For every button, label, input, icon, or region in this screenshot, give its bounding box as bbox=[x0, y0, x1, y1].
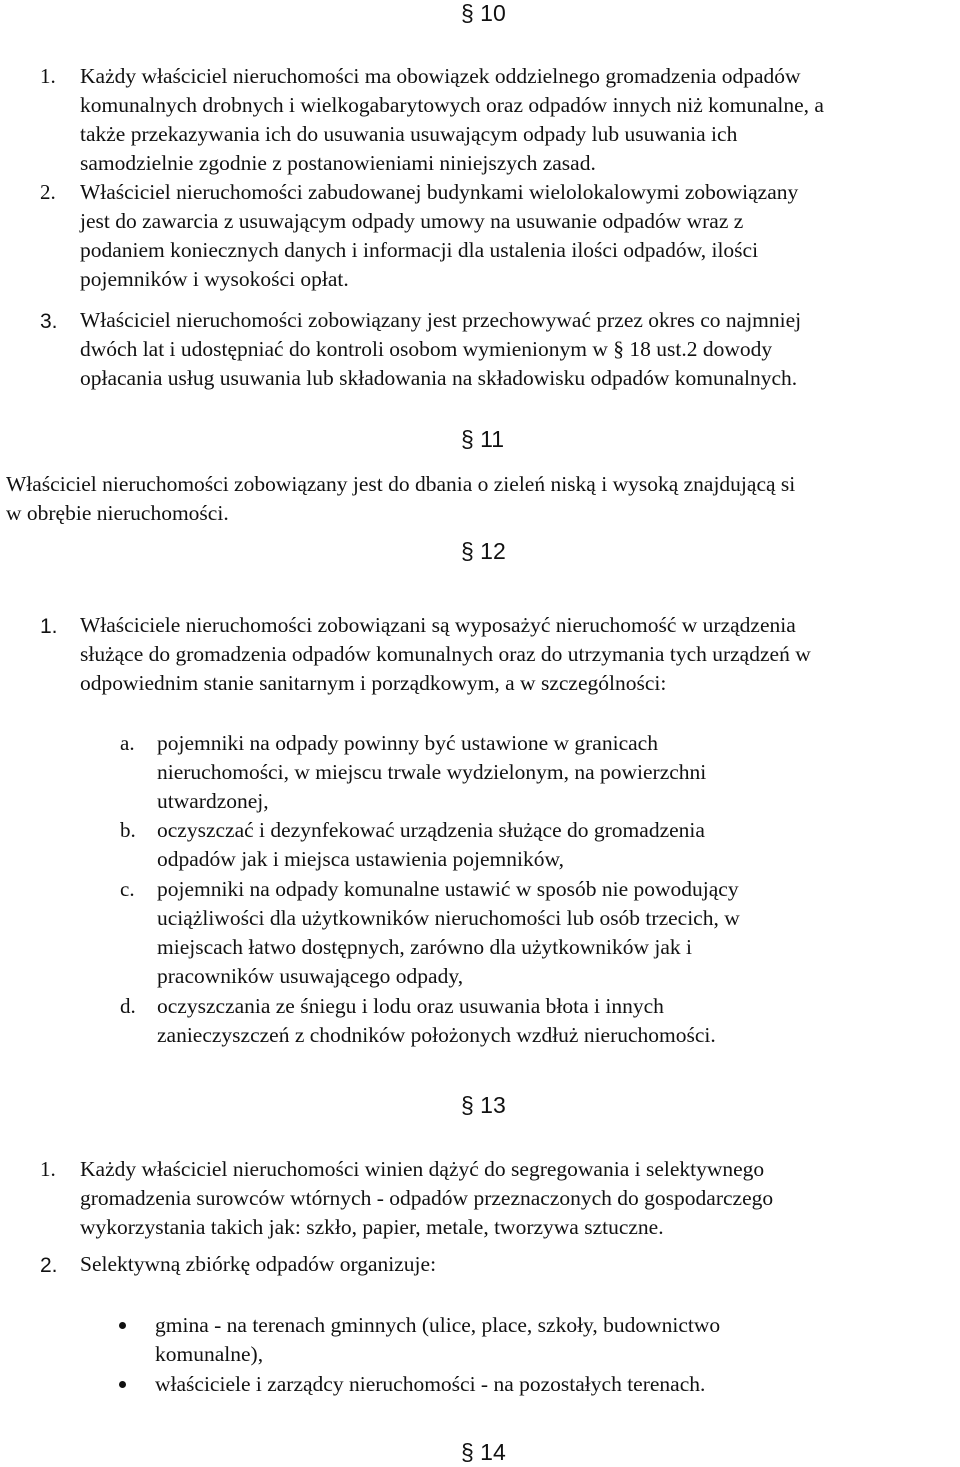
paragraph-13-1 bbox=[80, 1155, 773, 1242]
paragraph-12-1 bbox=[80, 611, 811, 698]
text-line: właściciele i zarządcy nieruchomości - na pozostałych terenach. bbox=[155, 1372, 706, 1396]
list-number: 3. bbox=[40, 310, 58, 333]
text-line: Właściciel nieruchomości zobowiązany jest przechowywać przez okres co najmniej bbox=[80, 308, 802, 332]
list-item-a bbox=[157, 729, 706, 816]
text-line: służące do gromadzenia odpadów komunalnych oraz do utrzymania tych urządzeń w bbox=[80, 642, 811, 666]
text-line: podaniem koniecznych danych i informacji dla ustalenia ilości odpadów, ilości bbox=[80, 238, 759, 262]
text-line: Każdy właściciel nieruchomości winien dążyć do segregowania i selektywnego bbox=[80, 1157, 765, 1181]
list-letter: c. bbox=[120, 877, 135, 901]
text-line: pojemników i wysokości opłat. bbox=[80, 267, 349, 291]
text-line: pojemniki na odpady powinny być ustawione w granicach bbox=[157, 731, 658, 755]
list-number: 1. bbox=[40, 1157, 56, 1181]
text-line: jest do zawarcia z usuwającym odpady umowy na usuwanie odpadów wraz z bbox=[80, 209, 744, 233]
paragraph-10-2 bbox=[80, 178, 798, 294]
paragraph-11 bbox=[6, 470, 795, 528]
text-line: Właściciel nieruchomości zobowiązany jest do dbania o zieleń niską i wysoką znajdującą si bbox=[6, 472, 796, 496]
text-line: nieruchomości, w miejscu trwale wydzielonym, na powierzchni bbox=[157, 760, 707, 784]
text-line: utwardzonej, bbox=[157, 789, 269, 813]
text-line: Właściciel nieruchomości zabudowanej budynkami wielolokalowymi zobowiązany bbox=[80, 180, 799, 204]
paragraph-10-3 bbox=[80, 306, 801, 393]
text-line: miejscach łatwo dostępnych, zarówno dla użytkowników jak i bbox=[157, 935, 692, 959]
text-line: w obrębie nieruchomości. bbox=[6, 501, 229, 525]
list-number: 1. bbox=[40, 64, 56, 88]
bullet-icon bbox=[119, 1381, 126, 1388]
list-letter: a. bbox=[120, 731, 135, 755]
section-heading-14: § 14 bbox=[461, 1439, 506, 1465]
list-number: 2. bbox=[40, 1254, 58, 1277]
text-line: Selektywną zbiórkę odpadów organizuje: bbox=[80, 1252, 437, 1276]
text-line: komunalne), bbox=[155, 1342, 264, 1366]
section-heading-12: § 12 bbox=[461, 538, 506, 564]
list-item-c bbox=[157, 875, 740, 991]
text-line: wykorzystania takich jak: szkło, papier, metale, tworzywa sztuczne. bbox=[80, 1215, 664, 1239]
text-line: komunalnych drobnych i wielkogabarytowych oraz odpadów innych niż komunalne, a bbox=[80, 93, 824, 117]
bullet-icon bbox=[119, 1322, 126, 1329]
text-line: pracowników usuwającego odpady, bbox=[157, 964, 464, 988]
section-heading-11: § 11 bbox=[461, 426, 505, 452]
text-line: Właściciele nieruchomości zobowiązani są wyposażyć nieruchomość w urządzenia bbox=[80, 613, 796, 637]
text-line: dwóch lat i udostępniać do kontroli osobom wymienionym w § 18 ust.2 dowody bbox=[80, 337, 773, 361]
text-line: zanieczyszczeń z chodników położonych wzdłuż nieruchomości. bbox=[157, 1023, 716, 1047]
paragraph-10-1 bbox=[80, 62, 824, 178]
list-item-b bbox=[157, 816, 705, 874]
list-number: 1. bbox=[40, 615, 58, 638]
text-line: odpadów jak i miejsca ustawienia pojemników, bbox=[157, 847, 565, 871]
bullet-item-1 bbox=[155, 1311, 720, 1369]
list-letter: b. bbox=[120, 818, 136, 842]
paragraph-13-2 bbox=[80, 1250, 436, 1279]
text-line: pojemniki na odpady komunalne ustawić w sposób nie powodujący bbox=[157, 877, 739, 901]
bullet-item-2 bbox=[155, 1370, 705, 1399]
text-line: samodzielnie zgodnie z postanowieniami niniejszych zasad. bbox=[80, 151, 596, 175]
list-number: 2. bbox=[40, 180, 56, 204]
list-item-d bbox=[157, 992, 716, 1050]
section-heading-10: § 10 bbox=[461, 0, 506, 26]
section-heading-13: § 13 bbox=[461, 1092, 506, 1118]
text-line: uciążliwości dla użytkowników nieruchomości lub osób trzecich, w bbox=[157, 906, 740, 930]
list-letter: d. bbox=[120, 994, 136, 1018]
text-line: oczyszczać i dezynfekować urządzenia służące do gromadzenia bbox=[157, 818, 705, 842]
text-line: gromadzenia surowców wtórnych - odpadów przeznaczonych do gospodarczego bbox=[80, 1186, 774, 1210]
text-line: opłacania usług usuwania lub składowania na składowisku odpadów komunalnych. bbox=[80, 366, 798, 390]
text-line: także przekazywania ich do usuwania usuwającym odpady lub usuwania ich bbox=[80, 122, 738, 146]
text-line: oczyszczania ze śniegu i lodu oraz usuwania błota i innych bbox=[157, 994, 664, 1018]
text-line: odpowiednim stanie sanitarnym i porządkowym, a w szczególności: bbox=[80, 671, 667, 695]
text-line: Każdy właściciel nieruchomości ma obowiązek oddzielnego gromadzenia odpadów bbox=[80, 64, 801, 88]
text-line: gmina - na terenach gminnych (ulice, place, szkoły, budownictwo bbox=[155, 1313, 721, 1337]
